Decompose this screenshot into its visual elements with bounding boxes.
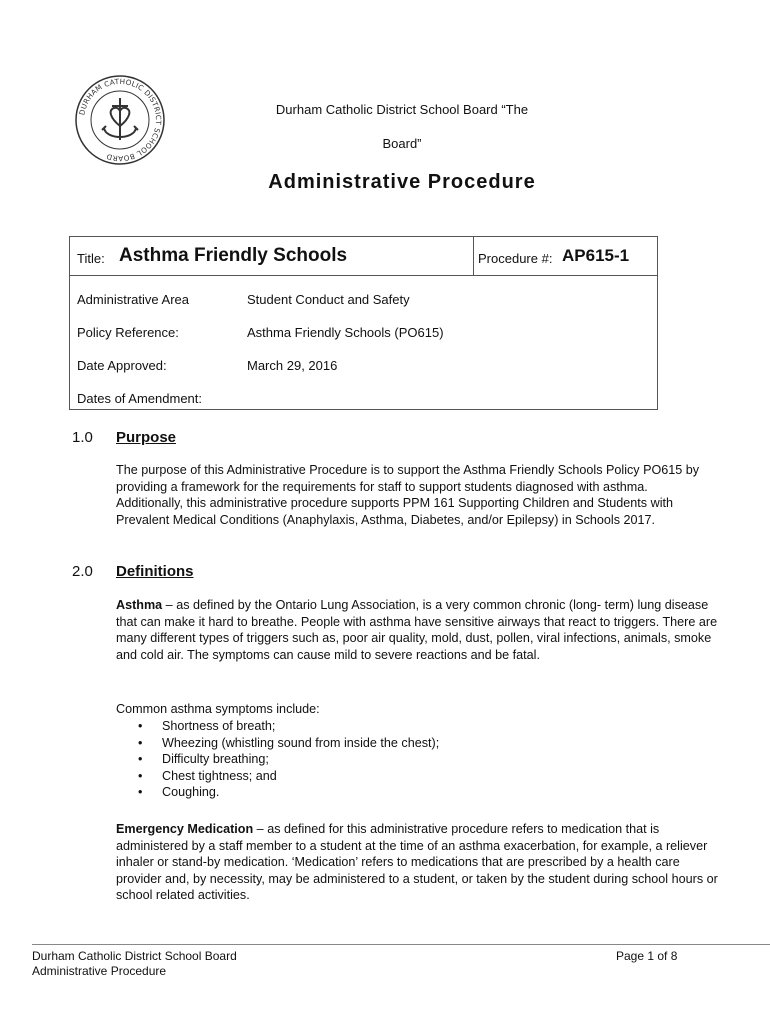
footer-org-line-1: Durham Catholic District School Board [32,949,237,963]
footer-divider [32,944,770,945]
title-cell [70,237,474,275]
administrative-area-label: Administrative Area [77,292,189,307]
policy-reference-value: Asthma Friendly Schools (PO615) [247,325,444,340]
section-heading-purpose: Purpose [116,429,177,446]
emergency-medication-definition [116,821,721,904]
asthma-definition-text: – as defined by the Ontario Lung Association, is a very common chronic (long- term) lung disease that can make it hard to breathe. People with asthma have sensitive airways that react to triggers. There are many different types of triggers such as, poor air quality, mold, dust, pollen, viral infections, animals, smoke and cold air. The symptoms can cause mild to severe reactions and be fatal. [116,598,718,662]
emergency-medication-text: – as defined for this administrative procedure refers to medication that is administered by a staff member to a student at the time of an asthma exacerbation, for example, a reliever inhaler or stand-by medication. ‘Medication’ refers to medications that are prescribed by a health care provider and, by necessity, may be administered to a student, or taken by the student during school hours or school related activities. [116,822,718,903]
title-row [70,237,657,276]
asthma-definition [116,597,721,663]
symptom-list [138,718,439,801]
header-org-line-1: Durham Catholic District School Board “The [275,102,529,117]
date-approved-label: Date Approved: [77,358,167,373]
asthma-term: Asthma [116,598,163,612]
title-label: Title: [77,251,105,266]
document-type-title: Administrative Procedure [268,171,536,193]
list-item: • Shortness of breath; [138,718,439,735]
cross-heart-anchor-icon [102,98,138,140]
seal-ring-text: DURHAM CATHOLIC DISTRICT SCHOOL BOARD [77,76,164,164]
section-heading-definitions: Definitions [116,563,194,580]
symptoms-intro: Common asthma symptoms include: [116,702,320,716]
procedure-number-value: AP615-1 [562,246,630,265]
footer-org [32,949,237,979]
list-item: • Chest tightness; and [138,768,439,785]
purpose-paragraph: The purpose of this Administrative Procedure is to support the Asthma Friendly Schools Policy PO615 by providing a framework for the requirements for staff to support students diagnosed with asthma. Additionally, this administrative procedure supports PPM 161 Supporting Children and Students with Prevalent Medical Conditions (Anaphylaxis, Asthma, Diabetes, and/or Epilepsy) in Schools 2017. [116,463,700,527]
procedure-info-table [69,236,658,410]
emergency-medication-term: Emergency Medication [116,822,254,836]
date-approved-value: March 29, 2016 [247,358,338,373]
dates-of-amendment-label: Dates of Amendment: [77,391,203,406]
footer-org-line-2: Administrative Procedure [32,964,167,978]
section-number-purpose: 1.0 [72,429,93,446]
page-number: Page 1 of 8 [616,949,678,963]
header-org-line-2: Board” [382,136,422,151]
administrative-area-value: Student Conduct and Safety [247,292,410,307]
list-item: • Difficulty breathing; [138,751,439,768]
procedure-number-label: Procedure #: [478,251,553,266]
policy-reference-label: Policy Reference: [77,325,179,340]
title-value: Asthma Friendly Schools [119,245,348,266]
board-seal-logo [74,74,166,166]
list-item: • Wheezing (whistling sound from inside the chest); [138,735,439,752]
list-item: • Coughing. [138,784,439,801]
section-number-definitions: 2.0 [72,563,93,580]
